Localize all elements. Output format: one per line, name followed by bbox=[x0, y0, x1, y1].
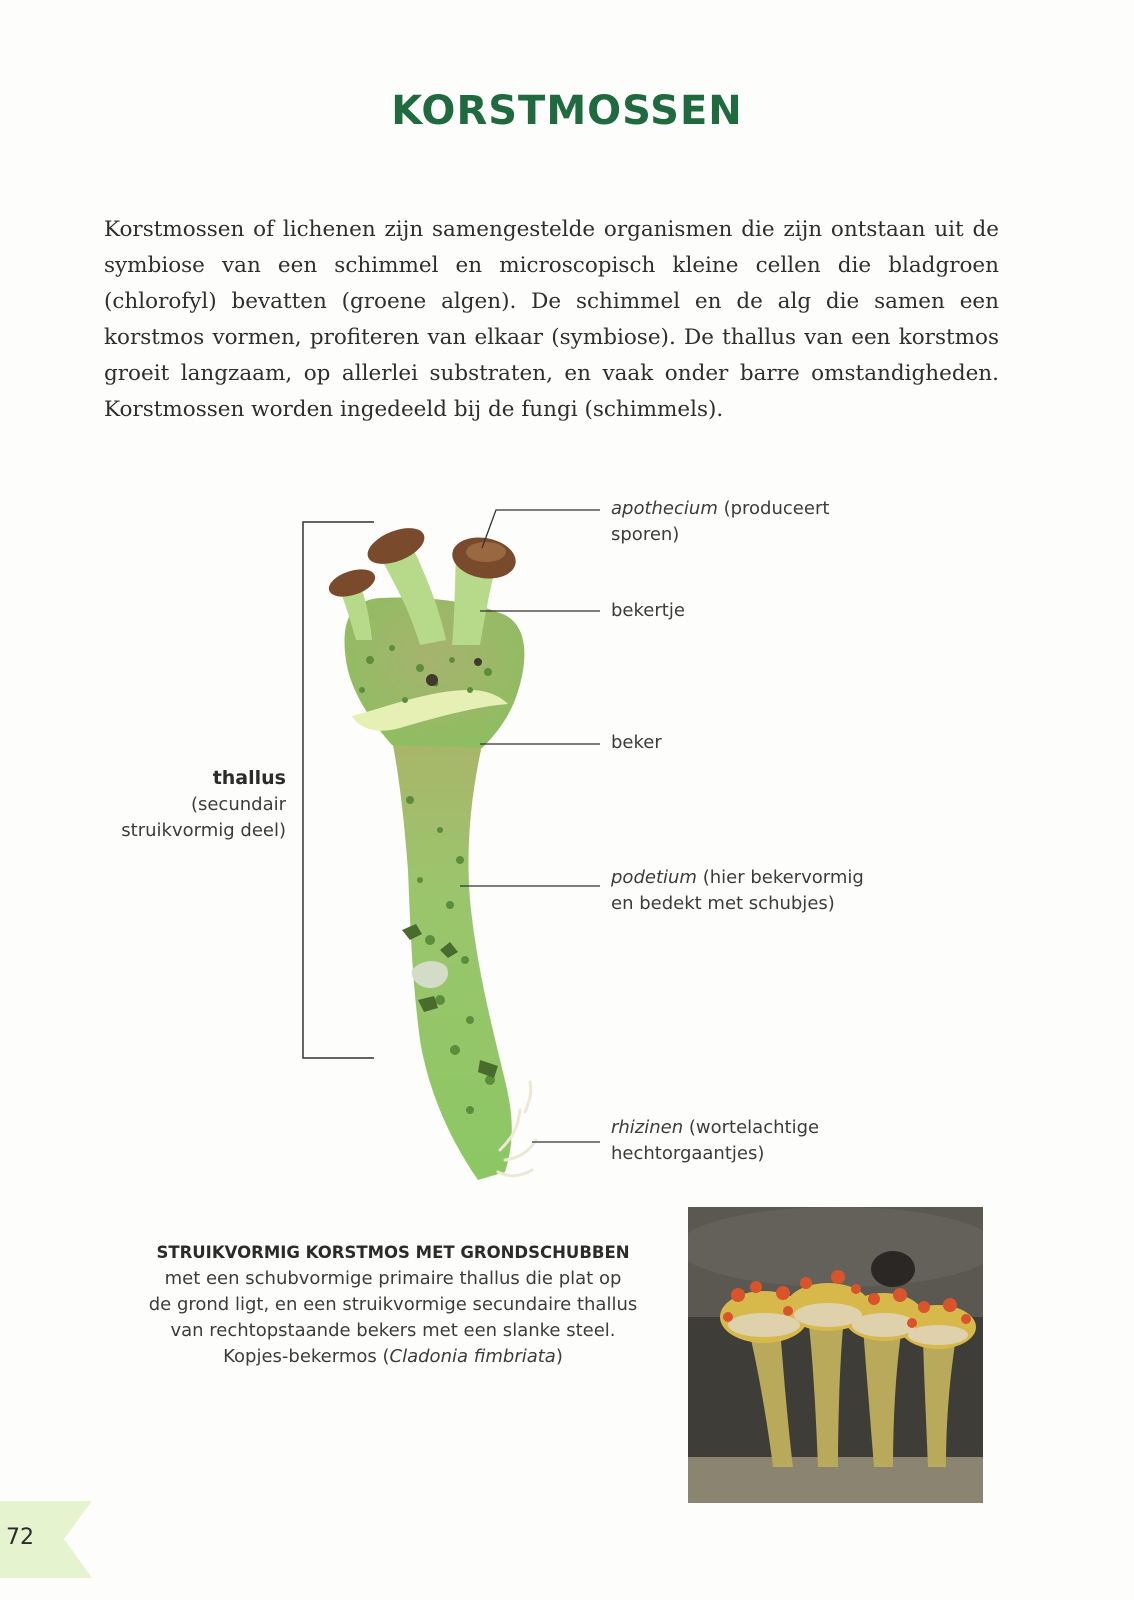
label-thallus: thallus (secundair struikvormig deel) bbox=[121, 767, 286, 841]
caption-latin-name: Cladonia fimbriata bbox=[389, 1346, 556, 1367]
page-number: 72 bbox=[6, 1525, 34, 1550]
caption-line-3: van rechtopstaande bekers met een slanke steel. bbox=[170, 1320, 616, 1341]
photo-caption: STRUIKVORMIG KORSTMOS MET GRONDSCHUBBEN met een schubvormige primaire thallus die plat op de grond ligt, en een struikvormige secundaire thallus van rechtopstaande bekers met een slanke steel. Kopjes-bekermos (Cladonia fimbriata) bbox=[128, 1240, 658, 1370]
caption-line-2: de grond ligt, en een struikvormige secundaire thallus bbox=[148, 1294, 638, 1315]
label-podetium: podetium (hier bekervormig en bedekt met schubjes) bbox=[611, 867, 864, 914]
caption-title: STRUIKVORMIG KORSTMOS MET GRONDSCHUBBEN bbox=[156, 1243, 630, 1262]
podetium-stem bbox=[392, 740, 512, 1180]
label-bekertje: bekertje bbox=[611, 600, 685, 621]
caption-common-name: Kopjes-bekermos bbox=[223, 1346, 377, 1367]
intro-paragraph: Korstmossen of lichenen zijn samengestelde organismen die zijn ontstaan uit de symbiose van een schimmel en microscopisch kleine cellen die bladgroen (chlorofyl) bevatten (groene algen). De schimmel en de alg die samen een korstmos vormen, profiteren van elkaar (symbiose). De thallus van een korstmos groeit langzaam, op allerlei substraten, en vaak onder barre omstandigheden. Korstmossen worden ingedeeld bij de fungi (schimmels). bbox=[104, 217, 999, 422]
page-title: KORSTMOSSEN bbox=[391, 88, 743, 134]
caption-line-1: met een schubvormige primaire thallus die plat op bbox=[164, 1268, 622, 1289]
label-apothecium: apothecium (produceert sporen) bbox=[611, 498, 830, 545]
label-beker: beker bbox=[611, 732, 662, 753]
label-rhizinen: rhizinen (wortelachtige hechtorgaantjes) bbox=[611, 1117, 820, 1164]
lichen-photo bbox=[688, 1207, 983, 1503]
